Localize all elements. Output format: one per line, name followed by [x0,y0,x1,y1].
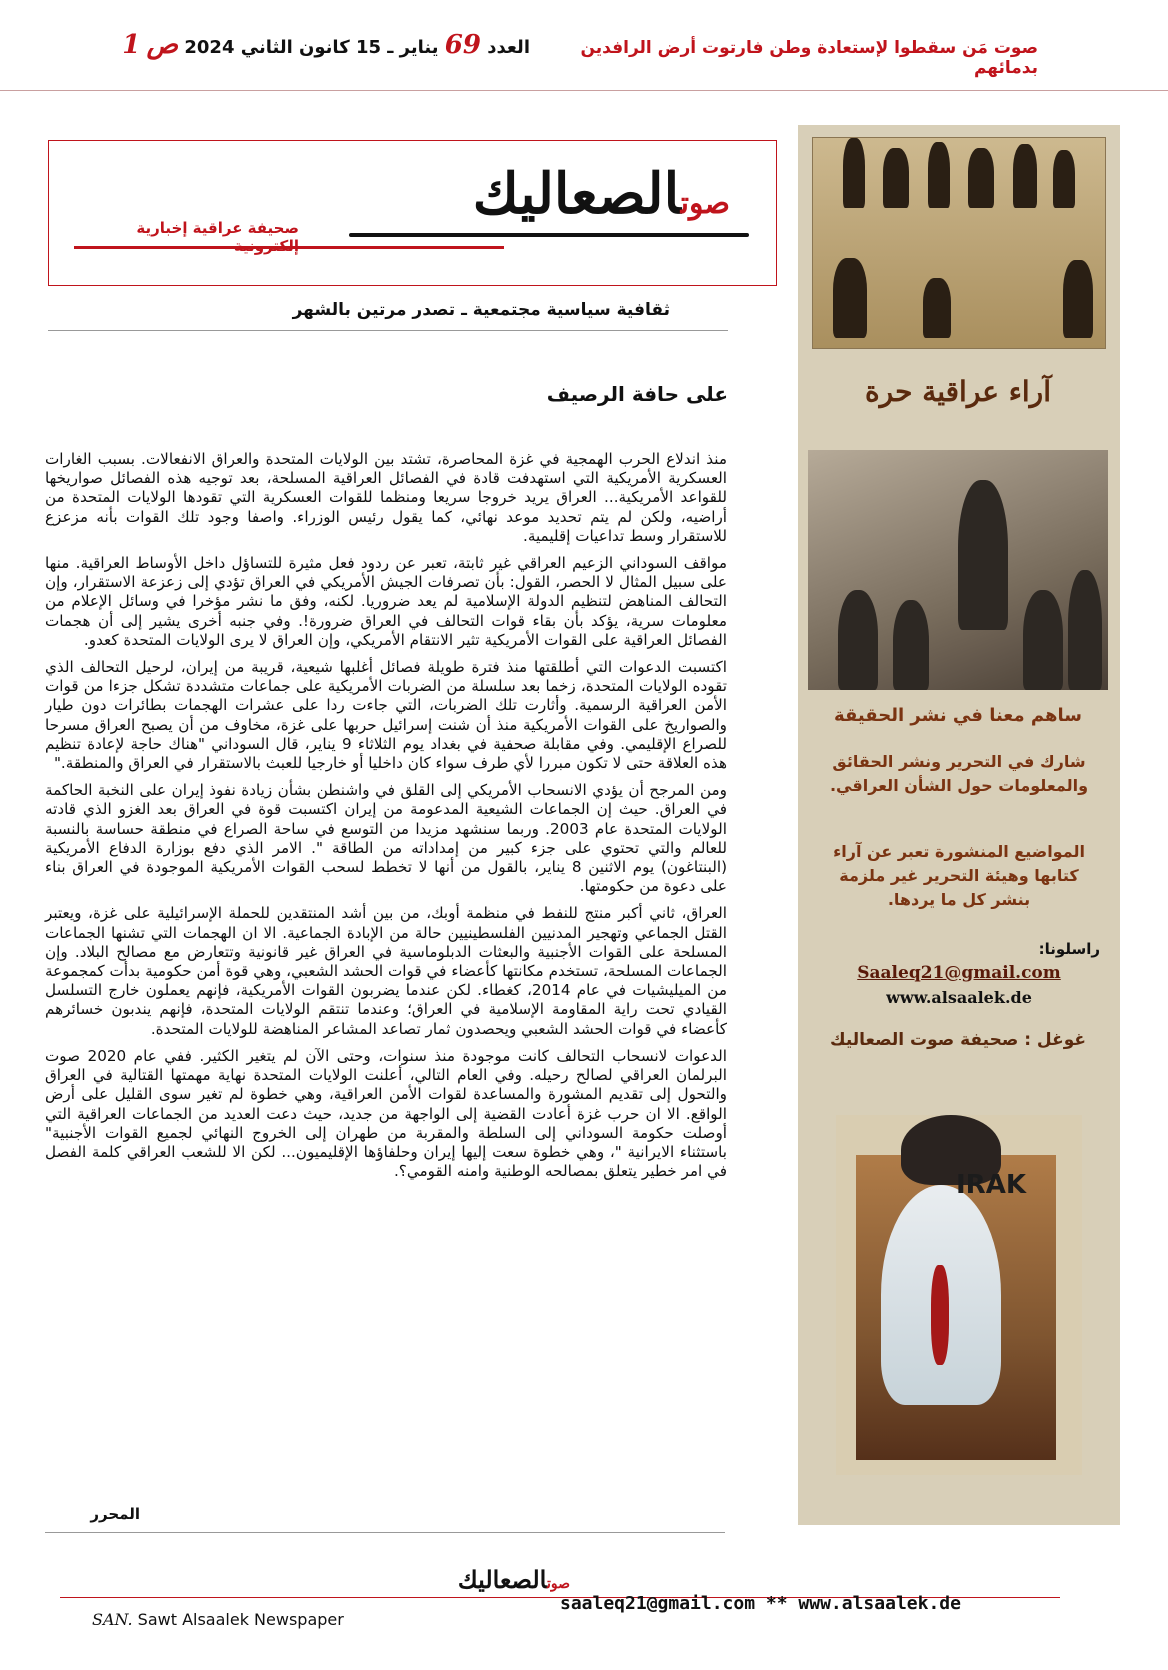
footer-paper-name [92,1610,392,1629]
logo-main-word: الصعاليك [472,161,681,227]
historical-photo [808,450,1108,690]
article-author: المحرر [90,1505,140,1523]
issue-date: يناير ـ 15 كانون الثاني 2024 [184,37,439,58]
footer-logo [420,1565,570,1594]
article-divider [45,1532,725,1533]
footer-contact[interactable]: saaleq21@gmail.com ** www.alsaalek.de [560,1593,961,1614]
logo-subtitle: صحيفة عراقية إخبارية [136,219,299,237]
article-paragraph: ومن المرجح أن يؤدي الانسحاب الأمريكي إلى القلق في واشنطن بشأن زيادة نفوذ إيران على النخبة الحاكمة في العراق. حيث إن الجماعات الشيعية المدعومة من إيران اكتسبت قوة في العراق بعد الغزو الذي قادته الولايات المتحدة عام 2003. وربما سنشهد مزيدا من التوسع في ساحة الصراع في منطقة حساسة بالنسبة للعالم والتي تحتوي على جزء كبير من إمداداته من الطاقة ". الامر الذي دفع بوزارة الدفاع الأمريكية (البنتاغون) يوم الاثنين 8 يناير، بالقول من أنها لا تخطط لسحب القوات الأمريكية الموجودة في العراق بناء على دعوة من حكومتها. [45,781,728,896]
newspaper-clipping-image [812,137,1106,349]
logo-underline [349,233,749,237]
issue-number: 69 [444,30,481,60]
clipping-figure [968,148,994,208]
page-label: ص [146,30,179,60]
google-search-hint: غوغل : صحيفة صوت الصعاليك [830,1030,1086,1050]
article-paragraph: اكتسبت الدعوات التي أطلقتها منذ فترة طويلة فصائل أغلبها شيعية، قريبة من إيران، لرحيل التحالف الذي تقوده الولايات المتحدة، زخما بعد سلسلة من الضربات الأمريكية على جماعات متشددة تشكل جزءا من قوات الأمن العراقية الرسمية. وأثارت تلك الضربات، التي جاءت ردا على عشرات الهجمات بطائرات دون طيار والصواريخ على القوات الأمريكية منذ أن شنت إسرائيل حربها على غزة، مخاوف من أن يصبح العراق مسرحا للصراع الإقليمي. وفي مقابلة صحفية في بغداد يوم الثلاثاء 9 يناير، قال السوداني "هناك حاجة لإعادة تنظيم هذه العلاقة حتى لا تكون مبررا لأي طرف سواء كان داخليا أو خارجيا للعبث بالاستقرار في العراق والمنطقة." [45,658,727,773]
clipping-figure [1063,260,1093,338]
article-paragraph: العراق، ثاني أكبر منتج للنفط في منظمة أوبك، من بين أشد المنتقدين للحملة الإسرائيلية على غزة، ويعتبر القتل الجماعي وتهجير المدنيين الفلسطينيين حالة من الإبادة الجماعية. الا ان الهجمات التي تشنها الجماعات المسلحة على القوات الأجنبية والبعثات الدبلوماسية في العراق غير قانونية وتتعارض مع مصالح البلاد. وإن الجماعات المسلحة، تستخدم مكانتها كأعضاء في قوات الحشد الشعبي، وهي قوة أمن حكومية بدأت كمجموعة من الميليشيات في عام 2014، كغطاء. لكن عندما يضربون القوات الأمريكية، فإنهم يعملون خارج التسلسل القيادي تحت راية المقاومة الإسلامية في العراق؛ وعندما تنتقم الولايات المتحدة، فإنهم يندبون خسائرهم كأعضاء في قوات الحشد الشعبي ويحصدون ثمار تصاعد المشاعر المناهضة للولايات المتحدة. [45,904,727,1038]
website-link[interactable]: www.alsaalek.de [886,988,1032,1007]
clipping-figure [843,138,865,208]
photo-person [958,480,1008,630]
footer-name: Sawt Alsaalek Newspaper [137,1610,344,1629]
clipping-figure [1053,150,1075,208]
footer-logo-small: صوت [546,1576,570,1592]
tagline-divider [48,330,728,331]
tagline: ثقافية سياسية مجتمعية ـ تصدر مرتين بالشهر [292,300,670,320]
photo-person [893,600,929,690]
header-slogan: صوت مَن سقطوا لإستعادة وطن فارتوت أرض الرافدين بدمائهم [580,38,1038,78]
footer-logo-main: الصعاليك [457,1565,547,1594]
photo-person [838,590,878,690]
masthead-logo [48,140,777,286]
irak-poster-image [836,1115,1082,1475]
contact-label: راسلونا: [1038,940,1100,958]
share-text: شارك في التحرير ونشر الحقائق والمعلومات حول الشأن العراقي. [829,752,1089,795]
logo-wordmark [314,161,734,227]
clipping-figure [1013,144,1037,208]
sidebar-title: آراء عراقية حرة [865,375,1051,408]
page-number: 1 [122,30,141,60]
article-body [45,450,727,1189]
logo-red-bar [74,246,504,249]
disclaimer-text: المواضيع المنشورة تعبر عن آراء كتابها وهيئة التحرير غير ملزمة بنشر كل ما يردها. [833,842,1085,909]
issue-info [80,30,530,60]
logo-small-word: صوت [680,186,730,221]
clipping-figure [923,278,951,338]
clipping-figure [883,148,909,208]
article-paragraph: مواقف السوداني الزعيم العراقي غير ثابتة، تعبر عن ردود فعل مثيرة للتساؤل داخل الأوساط العراقية. منها على سبيل المثال لا الحصر، القول: بأن تصرفات الجيش الأمريكي في العراق تؤدي إلى زعزعة الاستقرار، وإن التحالف المناهض لتنظيم الدولة الإسلامية لم يعد ضروريا. لكنه، وفق ما نشر مؤخرا في وسائل الإعلام من معلومات سرية، يؤكد بأن بقاء قوات التحالف في العراق ضرورة!. وفي جنبه أخرى يشير إلى أن هجمات الفصائل العراقية على القوات الأمريكية تثير الانتقام الأمريكي، وإن العراق لا يرى الولايات المتحدة كعدو. [45,554,727,649]
contribute-heading: ساهم معنا في نشر الحقيقة [834,705,1082,726]
sidebar [798,125,1120,1525]
poster-text: IRAK [956,1170,1026,1200]
photo-person [1068,570,1102,690]
article-title: على حافة الرصيف [546,382,728,406]
photo-person [1023,590,1063,690]
article-paragraph: منذ اندلاع الحرب الهمجية في غزة المحاصرة، تشتد بين الولايات المتحدة والعراق الانفعالات. بسبب الغارات العسكرية الأمريكية التي استهدفت قادة في الفصائل العراقية المسلحة، بعد توجيه هذه الفصائل صواريخها للقواعد الأمريكية... العراق يريد خروجا سريعا ومنظما للقوات العسكرية التي تقودها الولايات المتحدة من أراضيه، ولكن لم يتم تحديد موعد نهائي، كما يقول رئيس الوزراء. واصفا وجود تلك القوات بأنه مزعزع للاستقرار وسط تداعيات إقليمية. [45,450,727,545]
clipping-figure [928,142,950,208]
footer-san: SAN. [92,1610,133,1629]
clipping-figure [833,258,867,338]
poster-blood-stain [931,1265,949,1365]
article-paragraph: الدعوات لانسحاب التحالف كانت موجودة منذ سنوات، وحتى الآن لم يتغير الكثير. ففي عام 2020 صوت البرلمان العراقي لصالح رحيله. وفي العام التالي، أعلنت الولايات المتحدة نهاية مهمتها القتالية في العراق والتحول إلى تقديم المشورة والمساعدة لقوات الأمن العراقية، وهي خطوة لم تغير سوى القليل على أرض الواقع. الا ان حرب غزة أعادت القضية إلى الواجهة من جديد، حيث دعت العديد من الجماعات العراقية التي أوصلت حكومة السوداني إلى السلطة والمقربة من طهران إلى الخروج النهائي لجميع القوات الأجنبية" باستثناء الايرانية "، وهي خطوة سعت إليها إيران وحلفاؤها الإقليميون... لكن الا للشعب العراقي كلمة الفصل في امر خطير يتعلق بمصالحه الوطنية وامنه القومي؟. [45,1046,727,1181]
contact-email-link[interactable]: Saaleq21@gmail.com [857,963,1061,983]
header-divider [0,90,1168,91]
issue-label: العدد [487,37,530,58]
